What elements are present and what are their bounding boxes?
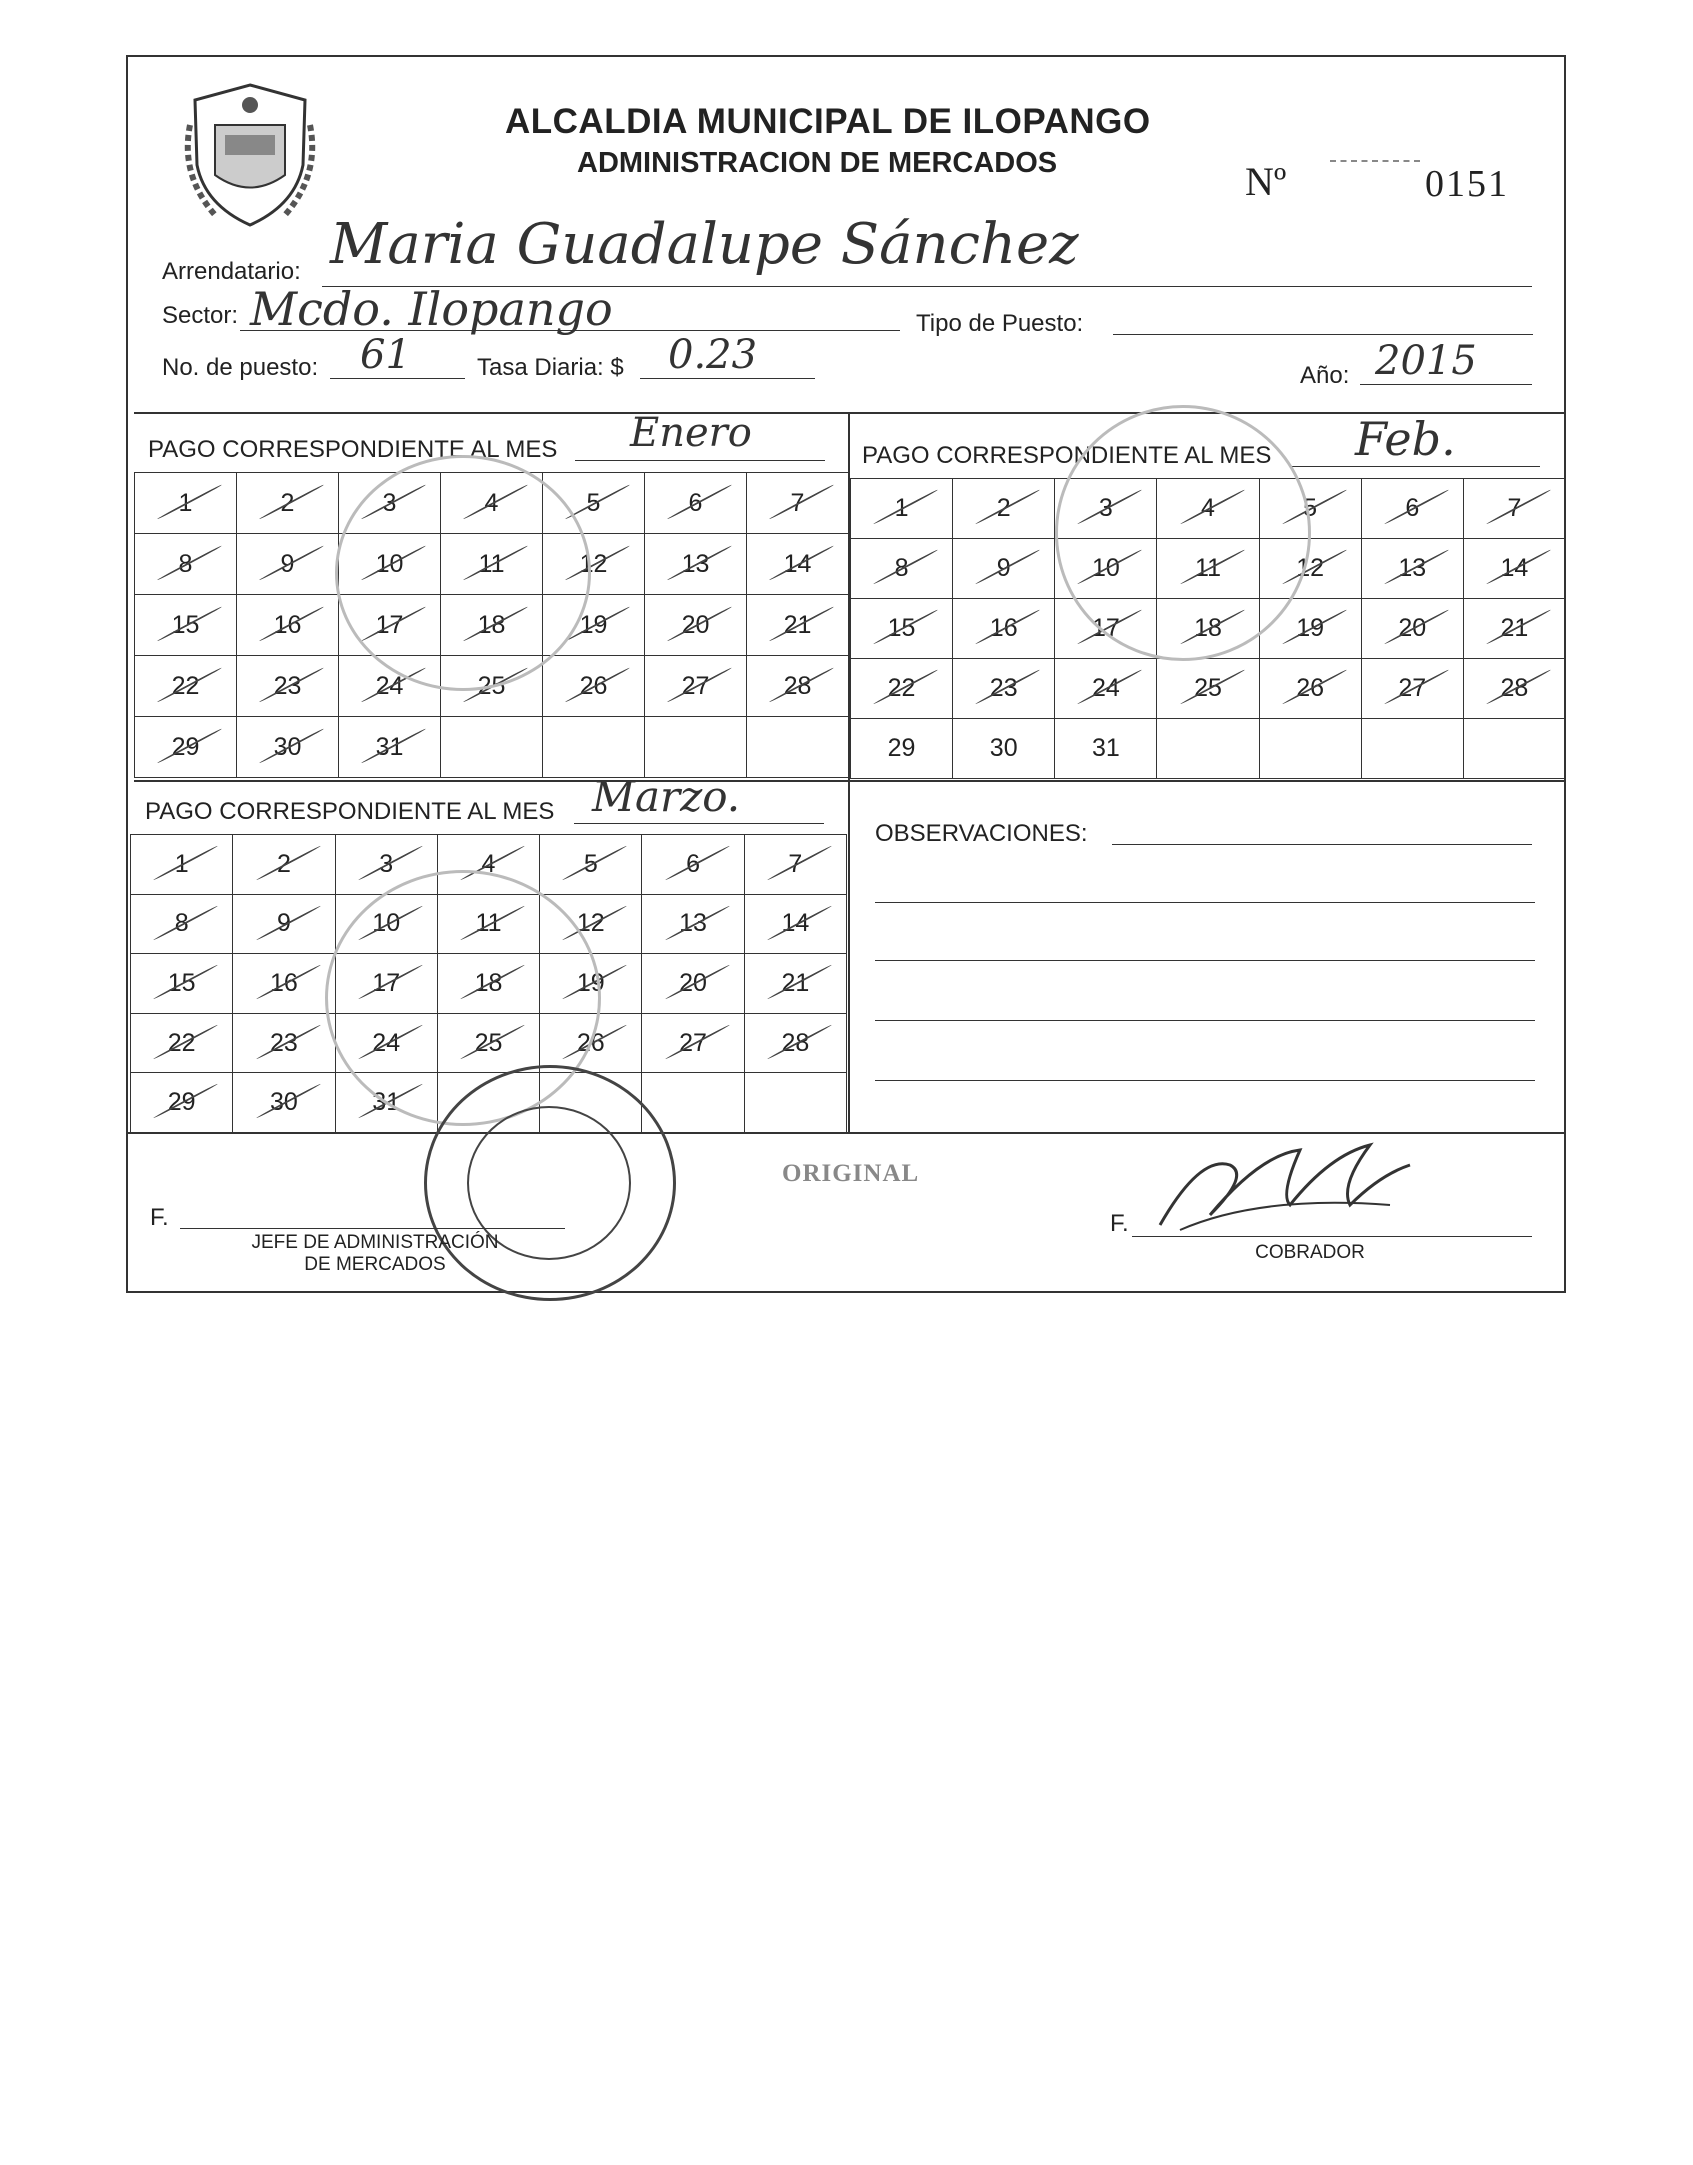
day-cell: 18 bbox=[1157, 599, 1259, 659]
page-title: ALCALDIA MUNICIPAL DE ILOPANGO bbox=[505, 102, 1151, 141]
month-1-line bbox=[575, 460, 825, 461]
municipal-seal-icon bbox=[175, 65, 325, 235]
puesto-value: 61 bbox=[360, 332, 411, 378]
month-3-name: Marzo. bbox=[592, 772, 741, 821]
day-cell: 31 bbox=[339, 717, 441, 778]
day-cell: 15 bbox=[135, 595, 237, 656]
day-cell: 14 bbox=[1464, 539, 1566, 599]
day-cell: 11 bbox=[441, 534, 543, 595]
tasa-label: Tasa Diaria: $ bbox=[477, 354, 624, 381]
empty-cell bbox=[747, 717, 849, 778]
day-cell: 5 bbox=[1260, 479, 1362, 539]
header-divider bbox=[134, 412, 1566, 414]
day-cell: 30 bbox=[233, 1073, 335, 1133]
day-cell: 20 bbox=[645, 595, 747, 656]
day-cell: 7 bbox=[1464, 479, 1566, 539]
cobrador-signature-icon bbox=[1140, 1135, 1430, 1245]
day-cell: 23 bbox=[237, 656, 339, 717]
puesto-line bbox=[330, 378, 465, 379]
day-cell: 16 bbox=[237, 595, 339, 656]
day-cell: 15 bbox=[851, 599, 953, 659]
day-cell: 11 bbox=[438, 895, 540, 955]
empty-cell bbox=[1362, 719, 1464, 779]
day-cell: 2 bbox=[237, 473, 339, 534]
day-cell: 31 bbox=[1055, 719, 1157, 779]
day-cell: 22 bbox=[851, 659, 953, 719]
day-cell: 23 bbox=[233, 1014, 335, 1074]
tipo-puesto-label: Tipo de Puesto: bbox=[916, 310, 1084, 337]
day-cell: 4 bbox=[1157, 479, 1259, 539]
tipo-puesto-line bbox=[1113, 334, 1533, 335]
day-cell: 10 bbox=[339, 534, 441, 595]
day-cell: 13 bbox=[642, 895, 744, 955]
cobrador-f-label: F. bbox=[1110, 1210, 1129, 1237]
day-cell: 17 bbox=[339, 595, 441, 656]
day-cell: 4 bbox=[441, 473, 543, 534]
day-cell: 27 bbox=[642, 1014, 744, 1074]
empty-cell bbox=[1260, 719, 1362, 779]
month-3-header: PAGO CORRESPONDIENTE AL MES bbox=[145, 798, 555, 825]
anio-value: 2015 bbox=[1375, 338, 1477, 384]
day-cell: 5 bbox=[543, 473, 645, 534]
day-cell: 7 bbox=[747, 473, 849, 534]
day-cell: 11 bbox=[1157, 539, 1259, 599]
arrendatario-value: Maria Guadalupe Sánchez bbox=[330, 212, 1079, 277]
tasa-line bbox=[640, 378, 815, 379]
day-cell: 28 bbox=[745, 1014, 847, 1074]
day-cell: 15 bbox=[131, 954, 233, 1014]
jefe-title-2: DE MERCADOS bbox=[304, 1254, 446, 1275]
day-cell: 5 bbox=[540, 835, 642, 895]
folio-number: 0151 bbox=[1425, 163, 1509, 205]
day-cell: 10 bbox=[1055, 539, 1157, 599]
day-cell: 30 bbox=[237, 717, 339, 778]
observaciones-line-1 bbox=[1112, 844, 1532, 845]
sector-label: Sector: bbox=[162, 302, 239, 329]
day-cell: 20 bbox=[642, 954, 744, 1014]
day-cell: 30 bbox=[953, 719, 1055, 779]
day-cell: 24 bbox=[336, 1014, 438, 1074]
day-cell: 10 bbox=[336, 895, 438, 955]
row-divider bbox=[134, 780, 1566, 782]
day-cell: 31 bbox=[336, 1073, 438, 1133]
folio-dashes bbox=[1330, 160, 1420, 162]
day-cell: 18 bbox=[441, 595, 543, 656]
day-cell: 16 bbox=[233, 954, 335, 1014]
day-cell: 7 bbox=[745, 835, 847, 895]
day-cell: 20 bbox=[1362, 599, 1464, 659]
empty-cell bbox=[441, 717, 543, 778]
day-cell: 19 bbox=[540, 954, 642, 1014]
observaciones-label: OBSERVACIONES: bbox=[875, 820, 1088, 847]
day-cell: 8 bbox=[135, 534, 237, 595]
jefe-title-1: JEFE DE ADMINISTRACIÓN bbox=[251, 1232, 499, 1253]
empty-cell bbox=[745, 1073, 847, 1133]
month-2-line bbox=[1290, 466, 1540, 467]
empty-cell bbox=[645, 717, 747, 778]
day-cell: 26 bbox=[1260, 659, 1362, 719]
day-cell: 6 bbox=[645, 473, 747, 534]
day-cell: 28 bbox=[1464, 659, 1566, 719]
day-cell: 25 bbox=[441, 656, 543, 717]
jefe-signature-line bbox=[180, 1228, 565, 1229]
day-cell: 16 bbox=[953, 599, 1055, 659]
day-cell: 21 bbox=[745, 954, 847, 1014]
day-cell: 9 bbox=[233, 895, 335, 955]
tasa-value: 0.23 bbox=[668, 332, 758, 378]
cobrador-title: COBRADOR bbox=[1255, 1242, 1365, 1263]
day-cell: 25 bbox=[1157, 659, 1259, 719]
empty-cell bbox=[1157, 719, 1259, 779]
day-cell: 12 bbox=[540, 895, 642, 955]
month-1-header: PAGO CORRESPONDIENTE AL MES bbox=[148, 436, 558, 463]
day-cell: 22 bbox=[135, 656, 237, 717]
day-cell: 19 bbox=[1260, 599, 1362, 659]
day-cell: 21 bbox=[747, 595, 849, 656]
day-cell: 22 bbox=[131, 1014, 233, 1074]
day-cell: 8 bbox=[851, 539, 953, 599]
day-cell: 23 bbox=[953, 659, 1055, 719]
month-2-name: Feb. bbox=[1355, 412, 1456, 466]
day-cell: 26 bbox=[543, 656, 645, 717]
empty-cell bbox=[543, 717, 645, 778]
day-cell: 28 bbox=[747, 656, 849, 717]
cancelado-stamp bbox=[1055, 405, 1311, 661]
day-cell: 6 bbox=[1362, 479, 1464, 539]
puesto-label: No. de puesto: bbox=[162, 354, 319, 381]
jefe-f-label: F. bbox=[150, 1204, 169, 1231]
day-cell: 14 bbox=[745, 895, 847, 955]
month-1-name: Enero bbox=[630, 410, 752, 456]
day-cell: 9 bbox=[953, 539, 1055, 599]
day-cell: 29 bbox=[851, 719, 953, 779]
day-cell: 19 bbox=[543, 595, 645, 656]
day-cell: 3 bbox=[336, 835, 438, 895]
page-subtitle: ADMINISTRACION DE MERCADOS bbox=[577, 147, 1058, 179]
day-cell: 13 bbox=[645, 534, 747, 595]
day-cell: 24 bbox=[1055, 659, 1157, 719]
observaciones-line-5 bbox=[875, 1080, 1535, 1081]
day-cell: 17 bbox=[336, 954, 438, 1014]
day-cell: 9 bbox=[237, 534, 339, 595]
observaciones-line-2 bbox=[875, 902, 1535, 903]
day-cell: 3 bbox=[339, 473, 441, 534]
day-cell: 24 bbox=[339, 656, 441, 717]
day-cell: 6 bbox=[642, 835, 744, 895]
day-cell: 1 bbox=[851, 479, 953, 539]
day-cell: 3 bbox=[1055, 479, 1157, 539]
day-cell: 21 bbox=[1464, 599, 1566, 659]
arrendatario-label: Arrendatario: bbox=[162, 258, 301, 285]
day-cell: 1 bbox=[131, 835, 233, 895]
day-cell: 12 bbox=[543, 534, 645, 595]
day-cell: 2 bbox=[953, 479, 1055, 539]
anio-label: Año: bbox=[1300, 362, 1350, 389]
day-cell: 12 bbox=[1260, 539, 1362, 599]
anio-line bbox=[1360, 384, 1532, 385]
day-cell: 8 bbox=[131, 895, 233, 955]
observaciones-line-3 bbox=[875, 960, 1535, 961]
empty-cell bbox=[1464, 719, 1566, 779]
day-cell: 29 bbox=[131, 1073, 233, 1133]
day-cell: 4 bbox=[438, 835, 540, 895]
folio-label: Nº bbox=[1245, 159, 1287, 204]
day-cell: 25 bbox=[438, 1014, 540, 1074]
day-cell: 14 bbox=[747, 534, 849, 595]
day-cell: 13 bbox=[1362, 539, 1464, 599]
day-cell: 1 bbox=[135, 473, 237, 534]
day-cell: 27 bbox=[645, 656, 747, 717]
day-cell: 29 bbox=[135, 717, 237, 778]
day-cell: 27 bbox=[1362, 659, 1464, 719]
observaciones-line-4 bbox=[875, 1020, 1535, 1021]
sector-value: Mcdo. Ilopango bbox=[250, 282, 613, 336]
month-3-line bbox=[574, 823, 824, 824]
day-cell: 26 bbox=[540, 1014, 642, 1074]
day-cell: 2 bbox=[233, 835, 335, 895]
faint-stamp-1 bbox=[335, 455, 591, 691]
day-cell: 17 bbox=[1055, 599, 1157, 659]
month-2-header: PAGO CORRESPONDIENTE AL MES bbox=[862, 442, 1272, 469]
original-mark: ORIGINAL bbox=[782, 1160, 920, 1187]
day-cell: 18 bbox=[438, 954, 540, 1014]
